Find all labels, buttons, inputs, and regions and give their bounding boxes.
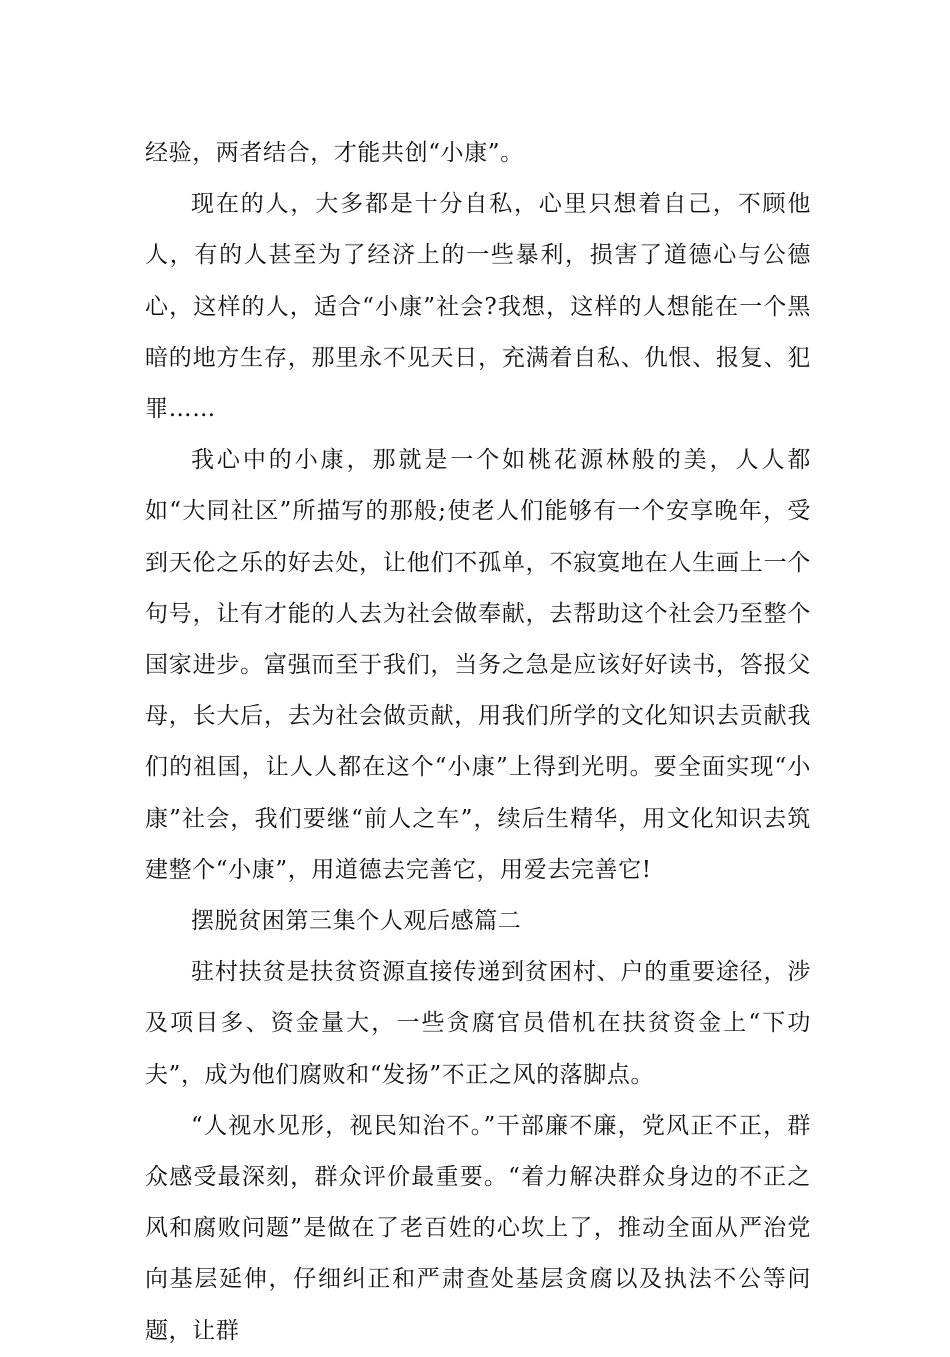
paragraph-village-poverty-aid: 驻村扶贫是扶贫资源直接传递到贫困村、户的重要途径，涉及项目多、资金量大，一些贪腐官员借机在扶贫资金上“下功夫”，成为他们腐败和“发扬”不正之风的落脚点。 bbox=[145, 959, 811, 1088]
paragraph-ideal-xiaokang: 我心中的小康，那就是一个如桃花源林般的美，人人都如“大同社区”所描写的那般;使老人们能够有一个安享晚年，受到天伦之乐的好去处，让他们不孤单，不寂寞地在人生画上一个句号，让有才能的人去为社会做奉献，去帮助这个社会乃至整个国家进步。富强而至于我们，当务之急是应该好好读书，答报父母，长大后，去为社会做贡献，用我们所学的文化知识去贡献我们的祖国，让人人都在这个“小康”上得到光明。要全面实现“小康”社会，我们要继“前人之车”，续后生精华，用文化知识去筑建整个“小康”，用道德去完善它，用爱去完善它! bbox=[145, 447, 811, 883]
document-body bbox=[145, 128, 811, 1357]
paragraph-selfishness: 现在的人，大多都是十分自私，心里只想着自己，不顾他人，有的人甚至为了经济上的一些暴利，损害了道德心与公德心，这样的人，适合“小康”社会?我想，这样的人想能在一个黑暗的地方生存，那里永不见天日，充满着自私、仇恨、报复、犯罪…… bbox=[145, 191, 811, 423]
paragraph-continuation: 经验，两者结合，才能共创“小康”。 bbox=[145, 140, 524, 166]
section-heading: 摆脱贫困第三集个人观后感篇二 bbox=[191, 908, 522, 935]
paragraph-party-conduct: “人视水见形，视民知治不。”干部廉不廉，党风正不正，群众感受最深刻，群众评价最重要。“着力解决群众身边的不正之风和腐败问题”是做在了老百姓的心坎上了，推动全面从严治党向基层延伸，仔细纠正和严肃查处基层贪腐以及执法不公等问题，让群 bbox=[145, 1112, 811, 1344]
